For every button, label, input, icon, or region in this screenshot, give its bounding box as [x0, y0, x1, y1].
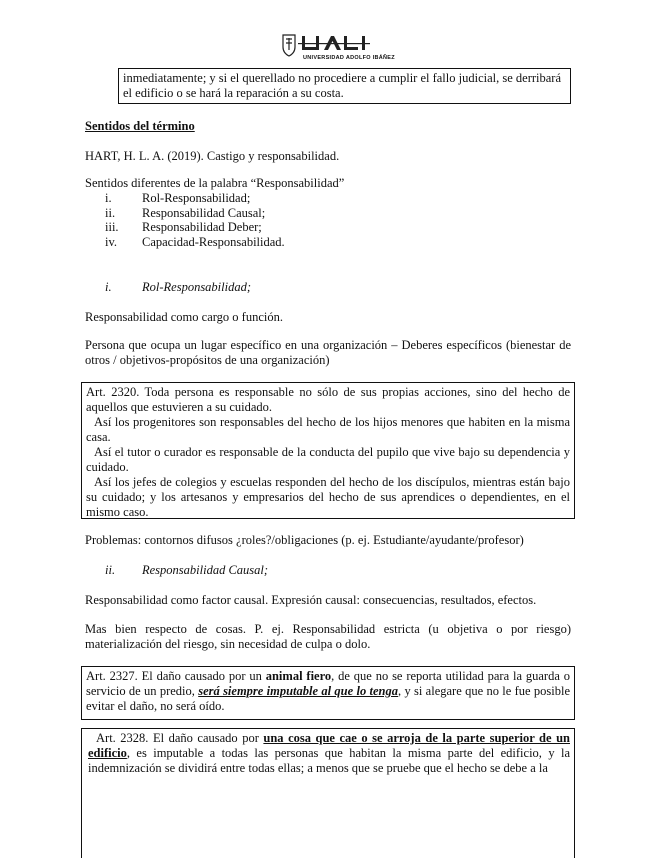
- quote-line: inmediatamente; y si el querellado no procediere a cumplir el fallo judicial, se derribará: [123, 71, 562, 85]
- article-emphasis-underlined: una cosa que cae o se arroja de la parte superior de un edificio: [88, 731, 570, 760]
- list-item-number: iv.: [105, 235, 118, 249]
- senses-intro: Sentidos diferentes de la palabra “Responsabilidad”: [85, 176, 345, 190]
- article-paragraph: Así los jefes de colegios y escuelas responden del hecho de los discípulos, mientras están bajo su cuidado; y los artesanos y empresarios del hecho de sus aprendices o dependientes, en el mismo caso.: [86, 475, 570, 519]
- paragraph-rol: Responsabilidad como cargo o función.: [85, 310, 283, 324]
- article-paragraph: Así el tutor o curador es responsable de la conducta del pupilo que vive bajo su dependencia y cuidado.: [86, 445, 570, 474]
- section-title: Sentidos del término: [85, 119, 195, 133]
- article-emphasis: animal fiero: [265, 669, 332, 683]
- paragraph-persona: Persona que ocupa un lugar específico en una organización – Deberes específicos (bienestar de otros / objetivos-propósitos de una organización): [85, 338, 571, 367]
- list-item-label: Rol-Responsabilidad;: [142, 191, 251, 205]
- list-item-label: Responsabilidad Deber;: [142, 220, 262, 234]
- shield-icon: [283, 35, 295, 56]
- article-text: , es imputable a todas las personas que habitan la misma parte del edificio, y la indemnización se dividirá entre todas ellas; a menos que se pruebe que el hecho se debe a la: [88, 746, 570, 775]
- list-item-number: i.: [105, 191, 112, 205]
- subheading-number: i.: [105, 280, 112, 294]
- article-2327-box: [81, 666, 575, 720]
- list-item-label: Capacidad-Responsabilidad.: [142, 235, 285, 249]
- subheading-number: ii.: [105, 563, 116, 577]
- list-item-label: Responsabilidad Causal;: [142, 206, 266, 220]
- article-emphasis-underlined: será siempre imputable al que lo tenga: [198, 684, 398, 698]
- article-text: Art. 2328. El daño causado por: [96, 731, 264, 745]
- article-paragraph: Art. 2320. Toda persona es responsable no sólo de sus propias acciones, sino del hecho de aquellos que estuvieren a su cuidado.: [86, 385, 570, 414]
- paragraph-cosas: Mas bien respecto de cosas. P. ej. Responsabilidad estricta (u objetiva o por riesgo) materialización del riesgo, sin necesidad de culpa o dolo.: [85, 622, 571, 651]
- article-text: , y si alegare que no le fue posible evitar el daño, no será oído.: [86, 684, 570, 713]
- quote-line: el edificio o se hará la reparación a su costa.: [123, 86, 344, 100]
- article-text: Art. 2327. El daño causado por un: [86, 669, 266, 683]
- paragraph-problemas: Problemas: contornos difusos ¿roles?/obligaciones (p. ej. Estudiante/ayudante/profesor): [85, 533, 524, 547]
- logo-caption: UNIVERSIDAD ADOLFO IBÁÑEZ: [303, 55, 395, 61]
- article-paragraph: [88, 731, 570, 776]
- article-text: , de que no se reporta utilidad para la guarda o servicio de un predio,: [86, 669, 570, 698]
- quote-box-continuation: [118, 68, 571, 104]
- subheading-rol: Rol-Responsabilidad;: [142, 280, 252, 294]
- subheading-causal: Responsabilidad Causal;: [142, 563, 269, 577]
- article-2320-box: [81, 382, 575, 519]
- paragraph-causal: Responsabilidad como factor causal. Expresión causal: consecuencias, resultados, efectos.: [85, 593, 537, 607]
- list-item-number: iii.: [105, 220, 119, 234]
- article-paragraph: Así los progenitores son responsables del hecho de los hijos menores que habiten en la misma casa.: [86, 415, 570, 444]
- article-paragraph: [86, 669, 570, 714]
- article-2328-box: [81, 728, 575, 858]
- reference-text: HART, H. L. A. (2019). Castigo y responsabilidad.: [85, 149, 340, 163]
- list-item-number: ii.: [105, 206, 116, 220]
